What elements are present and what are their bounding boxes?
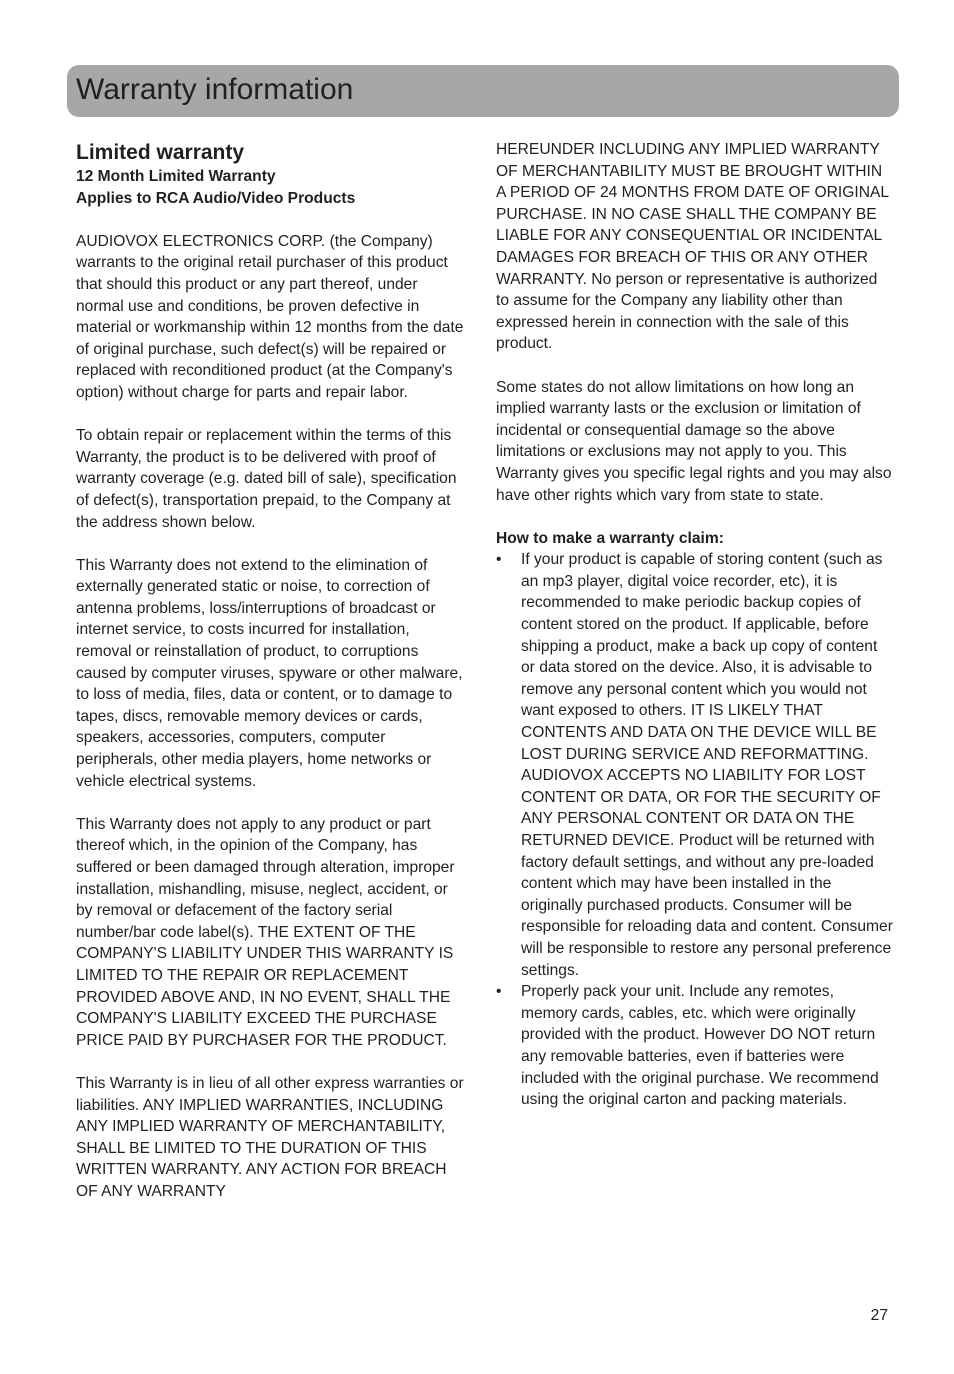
- paragraph-exclusions: This Warranty does not extend to the elimination of externally generated static or noise, to correction of antenna problems, loss/interruptions of broadcast or internet service, to costs incurred for installation, removal or reinstallation of product, to corruptions caused by computer viruses, spyware or other malware, to loss of media, files, data or content, or to damage to tapes, discs, removable memory devices or cards, speakers, accessories, computers, computer peripherals, other media players, home networks or vehicle electrical systems.: [76, 556, 463, 790]
- paragraph-implied-warranties: This Warranty is in lieu of all other express warranties or liabilities. ANY IMPLIED WARRANTIES, INCLUDING ANY IMPLIED WARRANTY OF MERCHANTABILITY, SHALL BE LIMITED TO THE DURATION OF THIS WRITTEN WARRANTY. ANY ACTION FOR BREACH OF ANY WARRANTY: [76, 1074, 464, 1200]
- list-item: [496, 981, 894, 1111]
- list-item-text: Properly pack your unit. Include any remotes, memory cards, cables, etc. which were originally provided with the product. However DO NOT return any removable batteries, even if batteries were included with the original purchase. We recommend using the original carton and packing materials.: [521, 983, 879, 1109]
- warranty-term-subhead: 12 Month Limited Warranty: [76, 168, 276, 185]
- claim-steps-list: [496, 549, 894, 1110]
- warranty-scope-subhead: Applies to RCA Audio/Video Products: [76, 189, 356, 207]
- list-item-text: If your product is capable of storing content (such as an mp3 player, digital voice recorder, etc), it is recommended to make periodic backup copies of content stored on the product. If applicable, before shipping a product, make a back up copy of content or data stored on the device. Also, it is advisable to remove any personal content which you would not want exposed to others. IT IS LIKELY THAT CONTENTS AND DATA ON THE DEVICE WILL BE LOST DURING SERVICE AND REFORMATTING. AUDIOVOX ACCEPTS NO LIABILITY FOR LOST CONTENT OR DATA, OR FOR THE SECURITY OF ANY PERSONAL CONTENT OR DATA ON THE RETURNED DEVICE. Product will be returned with factory default settings, and without any pre-loaded content which may have been installed in the originally purchased products. Consumer will be responsible for reloading data and content. Consumer will be responsible to restore any personal preference settings.: [521, 551, 893, 979]
- paragraph-warranty-coverage: AUDIOVOX ELECTRONICS CORP. (the Company) warrants to the original retail purchaser of this product that should this product or any part thereof, under normal use and conditions, be proven defective in material or workmanship within 12 months from the date of original purchase, such defect(s) will be repaired or replaced with reconditioned product (at the Company's option) without charge for parts and repair labor.: [76, 232, 464, 401]
- paragraph-state-rights: Some states do not allow limitations on how long an implied warranty lasts or the exclusion or limitation of incidental or consequential damage so the above limitations or exclusions may not apply to you. This Warranty gives you specific legal rights and you may also have other rights which vary from state to state.: [496, 378, 892, 504]
- section-title: Limited warranty: [76, 141, 245, 164]
- bullet-icon: •: [496, 551, 502, 569]
- page-title: Warranty information: [76, 73, 354, 106]
- paragraph-implied-warranties-continued: HEREUNDER INCLUDING ANY IMPLIED WARRANTY OF MERCHANTABILITY MUST BE BROUGHT WITHIN A PERIOD OF 24 MONTHS FROM DATE OF ORIGINAL PURCHASE. IN NO CASE SHALL THE COMPANY BE LIABLE FOR ANY CONSEQUENTIAL OR INCIDENTAL DAMAGES FOR BREACH OF THIS OR ANY OTHER WARRANTY. No person or representative is authorized to assume for the Company any liability other than expressed herein in connection with the sale of this product.: [496, 141, 889, 353]
- right-column: [496, 139, 894, 1111]
- page-number: 27: [870, 1307, 888, 1324]
- section-header-bar: [67, 65, 899, 117]
- paragraph-liability-limit: This Warranty does not apply to any product or part thereof which, in the opinion of the Company, has suffered or been damaged through alteration, improper installation, mishandling, misuse, neglect, accident, or by removal or defacement of the factory serial number/bar code label(s). THE EXTENT OF THE COMPANY'S LIABILITY UNDER THIS WARRANTY IS LIMITED TO THE REPAIR OR REPLACEMENT PROVIDED ABOVE AND, IN NO EVENT, SHALL THE COMPANY'S LIABILITY EXCEED THE PURCHASE PRICE PAID BY PURCHASER FOR THE PRODUCT.: [76, 815, 455, 1049]
- claim-heading: How to make a warranty claim:: [496, 529, 724, 547]
- bullet-icon: •: [496, 983, 502, 1001]
- paragraph-repair-procedure: To obtain repair or replacement within the terms of this Warranty, the product is to be delivered with proof of warranty coverage (e.g. dated bill of sale), specification of defect(s), transportation prepaid, to the Company at the address shown below.: [76, 427, 457, 531]
- left-column: [76, 139, 468, 1203]
- list-item: [496, 549, 894, 981]
